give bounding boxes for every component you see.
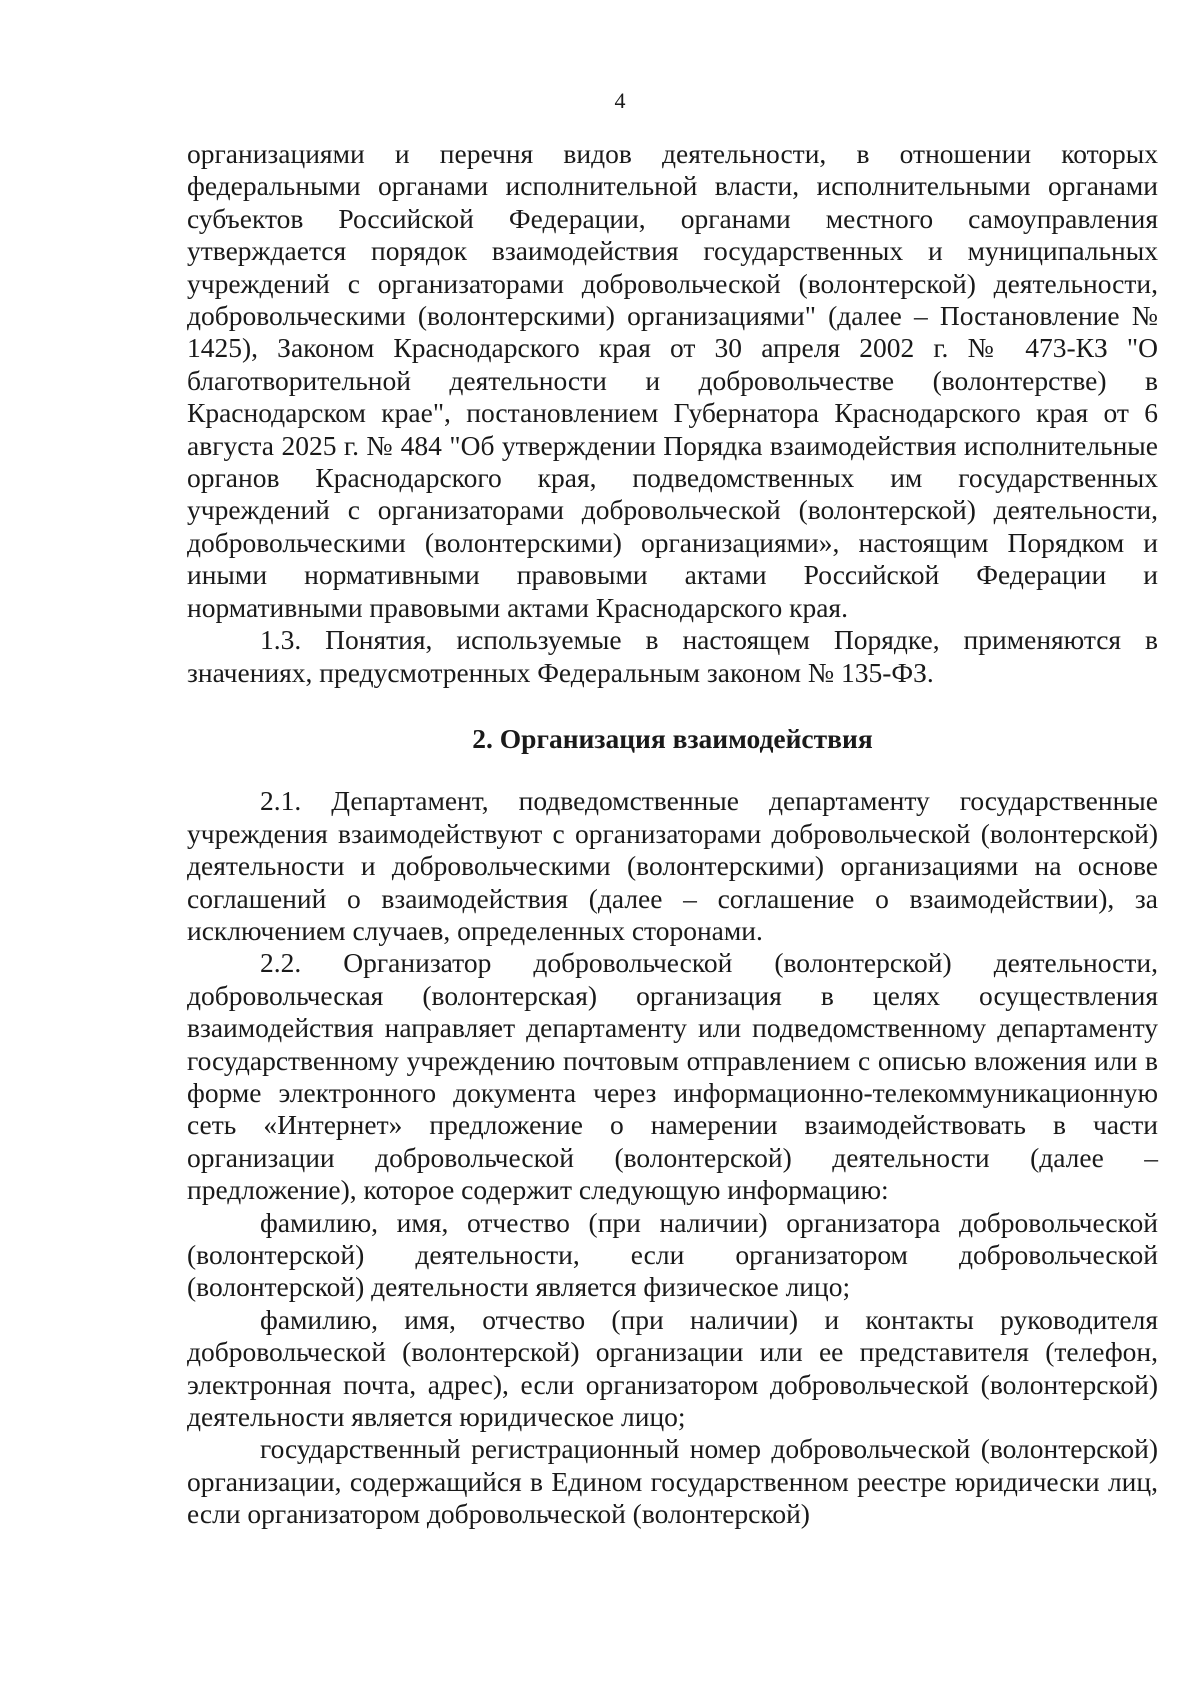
paragraph-1-3: 1.3. Понятия, используемые в настоящем Порядке, применяются в значениях, предусмотренных Федеральным законом № 135-ФЗ. — [187, 624, 1158, 688]
section-2-heading: 2. Организация взаимодействия — [472, 722, 873, 754]
document-body — [187, 138, 1158, 1531]
paragraph-2-2: 2.2. Организатор добровольческой (волонтерской) деятельности, добровольческая (волонтерская) организация в целях осуществления взаимодействия направляет департаменту или подведомственному департаменту государственному учреждению почтовым отправлением с описью вложения или в форме электронного документа через информационно-телекоммуникационную сеть «Интернет» предложение о намерении взаимодействовать в части организации добровольческой (волонтерской) деятельности (далее – предложение), которое содержит следующую информацию: — [187, 947, 1158, 1206]
list-item-registration-number: государственный регистрационный номер добровольческой (волонтерской) организации, содержащийся в Едином государственном реестре юридически лиц, если организатором добровольческой (волонтерской) — [187, 1433, 1158, 1530]
page-number: 4 — [614, 88, 626, 113]
list-item-legal-entity-contacts: фамилию, имя, отчество (при наличии) и контакты руководителя добровольческой (волонтерской) организации или ее представителя (телефон, электронная почта, адрес), если организатором добровольческой (волонтерской) деятельности является юридическое лицо; — [187, 1303, 1158, 1433]
paragraph-legal-basis: организациями и перечня видов деятельности, в отношении которых федеральными органами исполнительной власти, исполнительными органами субъектов Российской Федерации, органами местного самоуправления утверждается порядок взаимодействия государственных и муниципальных учреждений с организаторами добровольческой (волонтерской) деятельности, добровольческими (волонтерскими) организациями" (далее – Постановление № 1425), Законом Краснодарского края от 30 апреля 2002 г. № 473-КЗ "О благотворительной деятельности и добровольчестве (волонтерстве) в Краснодарском крае", постановлением Губернатора Краснодарского края от 6 августа 2025 г. № 484 "Об утверждении Порядка взаимодействия исполнительные органов Краснодарского края, подведомственных им государственных учреждений с организаторами добровольческой (волонтерской) деятельности, добровольческими (волонтерскими) организациями», настоящим Порядком и иными нормативными правовыми актами Российской Федерации и нормативными правовыми актами Краснодарского края. — [187, 138, 1158, 623]
paragraph-2-1: 2.1. Департамент, подведомственные департаменту государственные учреждения взаимодействуют с организаторами добровольческой (волонтерской) деятельности и добровольческими (волонтерскими) организациями на основе соглашений о взаимодействия (далее – соглашение о взаимодействии), за исключением случаев, определенных сторонами. — [187, 785, 1158, 946]
list-item-individual-organizer: фамилию, имя, отчество (при наличии) организатора добровольческой (волонтерской) деятельности, если организатором добровольческой (волонтерской) деятельности является физическое лицо; — [187, 1206, 1158, 1303]
